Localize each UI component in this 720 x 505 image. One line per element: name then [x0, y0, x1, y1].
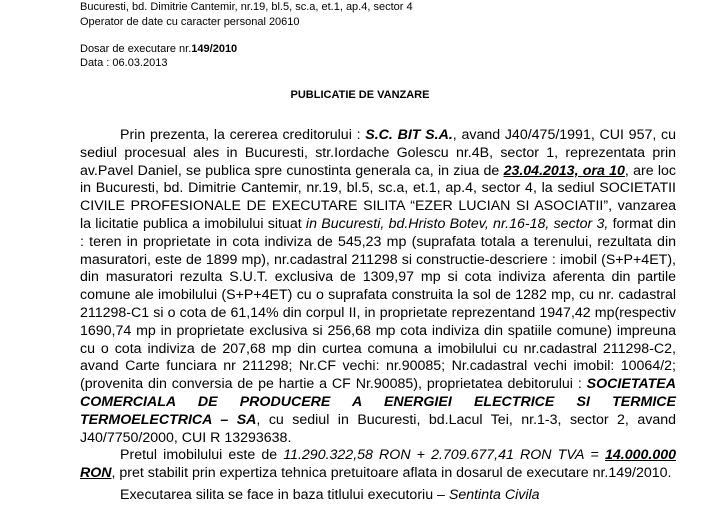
p1-text-6: , cu sediul in Bucuresti, bd.Lacul Tei, nr.1-3, sector 2, avand J40/7750/2000, CUI R 13293638. — [80, 411, 676, 446]
p1-text-4: , are loc in Bucuresti, bd. Dimitrie Cantemir, nr.19, bl.5, sc.a, et.1, ap.4, sector 4, la sediul SOCIETATII CIVILE PROFESIONALE DE EXECUTARE SILITA “EZER LUCIAN SI ASOCIATII”, vanzarea la licitatie publica a imobilului situat — [80, 162, 676, 232]
debtor-name: SOCIETATEA COMERCIALA DE PRODUCERE A ENERGIEI ELECTRICE SI TERMICE TERMOELECTRICA – SA — [80, 376, 676, 428]
p1-text-1: Prin prezenta, la cererea creditorului : — [120, 127, 366, 143]
dosar-label: Dosar de executare nr. — [80, 43, 192, 55]
data-line: Data : 06.03.2013 — [80, 57, 168, 69]
p2-text-3: , pret stabilit prin expertiza tehnica pretuitoare aflata in dosarul de executare nr.149/2010. — [111, 465, 672, 482]
creditor-name: S.C. BIT S.A. — [365, 127, 453, 143]
property-location: in Bucuresti, bd.Hristo Botev, nr.16-18, sector 3, — [305, 215, 609, 232]
p1-text-2: , avand J40/475/1991, CUI 957 — [452, 127, 653, 143]
dosar-line — [80, 43, 237, 56]
p2-text-1: Pretul imobilului este de — [120, 447, 284, 464]
price-total: 14.000.000 RON — [80, 447, 676, 482]
p3-text-1: Executarea silita se face in baza titlului executoriu – — [120, 486, 449, 503]
auction-date: 23.04.2013, ora 10 — [503, 162, 625, 179]
titlu-executoriu: Sentinta Civila — [448, 486, 540, 503]
dosar-number: 149/2010 — [191, 43, 238, 55]
document-body — [80, 127, 676, 505]
header-operator: Operator de date cu caracter personal 20610 — [80, 16, 300, 28]
document-title: PUBLICATIE DE VANZARE — [290, 89, 430, 101]
p1-text-3: , cu sediul procesual ales in Bucuresti, str.Iordache Golescu nr.4B, sector 1, reprezentata prin av.Pavel Daniel, se publica spre cunostinta generala ca, in ziua de — [80, 127, 677, 179]
p1-text-5: format din : teren in proprietate in cota indiviza de 545,23 mp (suprafata totala a terenului, rezultata din masuratori, este de 1899 mp), nr.cadastral 211298 si constructie-descriere : imobil (S+P+4ET), din masuratori rezulta S.U.T. exclusiva de 1309,97 mp si cota indiviza aferenta din partile comune ale imobilului (S+P+4ET) cu o suprafata construita la sol de 1282 mp, cu nr. cadastral 211298-C1 si o cota de 61,14% din corpul II, in proprietate reprezentand 1947,42 mp(respectiv 1690,74 mp in proprietate exclusiva si 256,68 mp cota indiviza din spatiile comune) impreuna cu o cota indiviza de 207,68 mp din curtea comuna a imobilului cu nr.cadastral 211298-C2, avand Carte funciara nr 211298; Nr.CF vechi: nr.90085; Nr.cadastral vechi imobil: 10064/2; (provenita din conversia de pe hartie a CF Nr.90085), proprietatea debitorului : — [80, 215, 677, 393]
paragraph-3 — [80, 487, 676, 505]
header-address: Bucuresti, bd. Dimitrie Cantemir, nr.19, bl.5, sc.a, et.1, ap.4, sector 4 — [80, 1, 413, 13]
p2-text-2: = — [584, 447, 605, 464]
paragraph-1 — [80, 127, 676, 447]
paragraph-2 — [80, 447, 676, 483]
price-net: 11.290.322,58 RON + 2.709.677,41 RON TVA — [283, 447, 585, 464]
